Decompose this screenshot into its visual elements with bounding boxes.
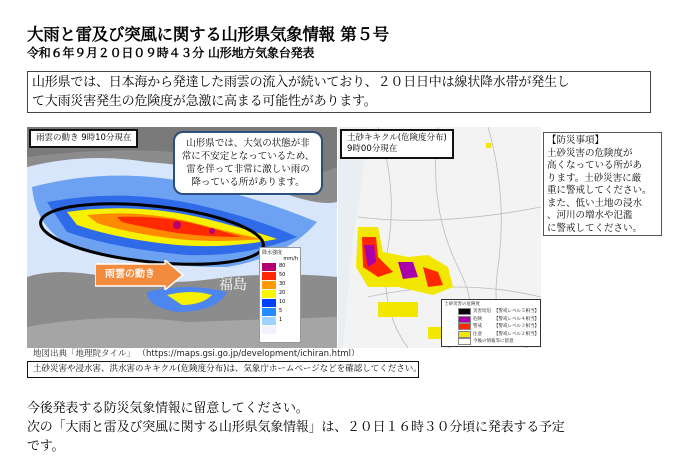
radar-map <box>27 127 337 348</box>
issue-datetime: 令和６年９月２０日０９時４３分 山形地方気象台発表 <box>27 46 315 60</box>
callout-line: 降っている所があります。 <box>191 177 305 188</box>
notes-line: 重に警戒してください。 <box>547 185 652 196</box>
cloud-movement-arrow <box>95 260 185 290</box>
summary-line: 山形県では、日本海から発達した雨雲の流入が続いており、２０日日中は線状降水帯が発生し <box>32 75 570 90</box>
legend-level: 【警戒レベル２相当】 <box>494 331 539 337</box>
legend-title: 土砂災害の危険度 <box>444 302 480 307</box>
legend-name: 危険 <box>473 316 482 322</box>
rain-legend-row <box>262 289 298 298</box>
legend-swatch <box>262 326 276 334</box>
legend-unit: mm/h <box>283 256 298 262</box>
legend-value: 10 <box>279 299 286 305</box>
notes-line: 、河川の増水や氾濫 <box>547 210 633 221</box>
notes-line: また、低い土地の浸水 <box>547 197 643 209</box>
landslide-legend <box>441 299 541 347</box>
map-label-line: 9時00分現在 <box>347 144 398 154</box>
callout-line: 山形県では、大気の状態が非 <box>186 138 310 149</box>
legend-swatch <box>262 290 276 298</box>
footer-line: 今後発表する防災気象情報に留意してください。 <box>27 401 309 416</box>
footer-line: です。 <box>27 439 65 454</box>
legend-name: 災害切迫 <box>473 309 491 314</box>
legend-swatch <box>458 316 471 323</box>
place-label: 福島 <box>219 277 247 293</box>
landslide-legend-row <box>458 316 538 324</box>
notes-line: 高くなっている所があ <box>547 160 643 171</box>
rain-legend-row <box>262 271 298 280</box>
landslide-map-label <box>340 129 454 159</box>
notes-line: に警戒してください。 <box>547 222 643 234</box>
disaster-prevention-notes <box>543 132 662 236</box>
radar-callout <box>173 131 323 195</box>
page-title: 大雨と雷及び突風に関する山形県気象情報 第５号 <box>27 25 389 44</box>
rain-legend-row <box>262 280 298 289</box>
landslide-legend-row <box>458 338 538 346</box>
notes-line: 土砂災害の危険度が <box>547 147 633 159</box>
rain-legend <box>259 247 301 343</box>
notes-heading: 【防災事項】 <box>547 135 605 146</box>
legend-level: 【警戒レベル４相当】 <box>494 316 539 322</box>
legend-swatch <box>458 323 471 330</box>
legend-value: 20 <box>279 290 286 296</box>
rain-legend-row <box>262 325 298 334</box>
legend-name: 今後の情報等に留意 <box>473 339 514 344</box>
rain-legend-row <box>262 316 298 325</box>
map-source: 地図出典「地理院タイル」 （https://maps.gsi.go.jp/development/ichiran.html） <box>33 349 360 359</box>
legend-swatch <box>458 308 471 315</box>
legend-swatch <box>458 331 471 338</box>
callout-line: 雷を伴って非常に激しい雨の <box>186 164 310 175</box>
rain-legend-row <box>262 307 298 316</box>
legend-value: 50 <box>279 272 286 278</box>
legend-swatch <box>262 281 276 289</box>
legend-value: 30 <box>279 281 286 287</box>
legend-swatch <box>262 317 276 325</box>
legend-name: 注意 <box>473 331 482 337</box>
landslide-legend-row <box>458 331 538 339</box>
arrow-label: 雨雲の動き <box>105 269 155 280</box>
legend-name: 警戒 <box>473 324 482 329</box>
landslide-legend-row <box>458 323 538 331</box>
legend-level: 【警戒レベル３相当】 <box>494 324 539 329</box>
legend-value: 80 <box>279 263 286 269</box>
legend-title: 降水強度 <box>262 250 283 256</box>
legend-swatch <box>458 338 471 345</box>
summary-box <box>27 71 651 113</box>
notes-line: ります。土砂災害に厳 <box>547 172 642 184</box>
next-issue-notice: 次の「大雨と雷及び突風に関する山形県気象情報」は、２０日１６時３０分頃に発表する予定 <box>27 420 565 435</box>
rain-legend-row <box>262 298 298 307</box>
legend-swatch <box>262 308 276 316</box>
landslide-legend-row <box>458 308 538 316</box>
summary-line: て大雨災害発生の危険度が急激に高まる可能性があります。 <box>32 94 377 109</box>
legend-swatch <box>262 299 276 307</box>
radar-map-label: 雨雲の動き 9時10分現在 <box>29 129 138 148</box>
legend-swatch <box>262 263 276 271</box>
legend-value: 1 <box>279 317 283 323</box>
legend-value: 5 <box>279 308 283 314</box>
map-label-line: 土砂キキクル(危険度分布) <box>347 133 447 143</box>
rain-legend-row <box>262 262 298 271</box>
callout-line: 常に不安定となっているため、 <box>181 151 315 162</box>
legend-swatch <box>262 272 276 280</box>
kikikuru-notice: 土砂災害や浸水害、洪水害のキキクル(危険度分布)は、気象庁ホームページなどを確認してください。 <box>27 361 419 378</box>
legend-level: 【警戒レベル５相当】 <box>494 309 539 314</box>
